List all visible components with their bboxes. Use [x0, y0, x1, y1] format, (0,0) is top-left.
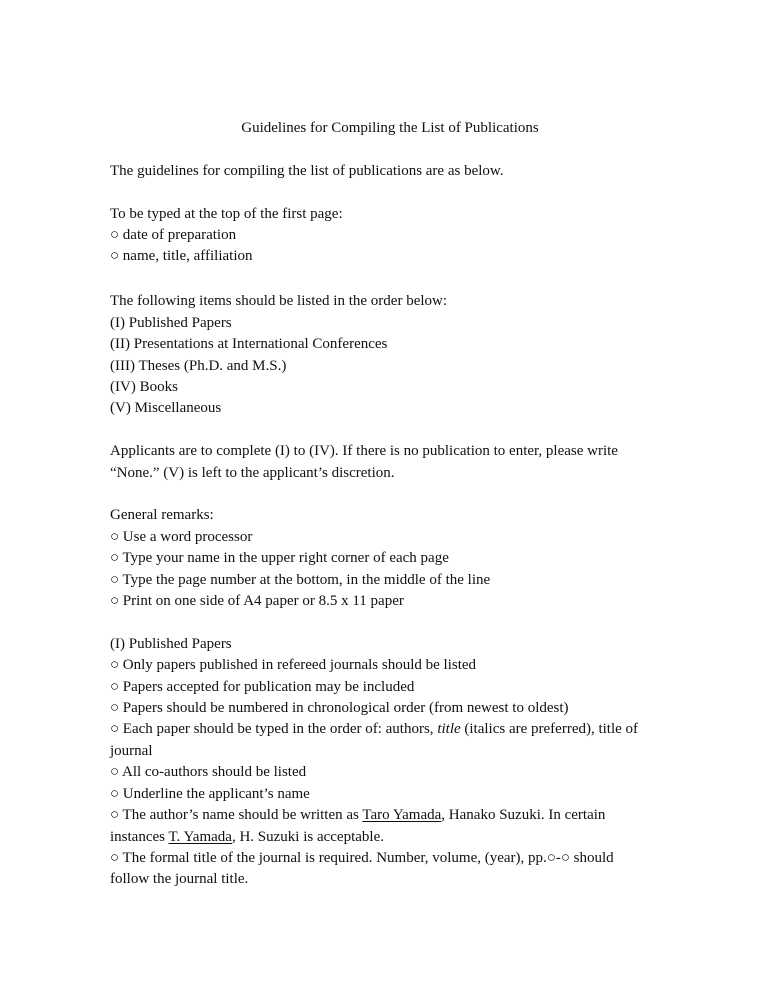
order-heading: The following items should be listed in the order below:: [110, 293, 448, 310]
list-item: ○ All co-authors should be listed: [110, 764, 307, 781]
text-segment: , Hanako Suzuki. In certain: [441, 807, 606, 824]
list-item: [110, 805, 670, 826]
top-heading: To be typed at the top of the first page:: [110, 205, 343, 222]
applicants-text: Applicants are to complete (I) to (IV). If there is no publication to enter, please write: [110, 443, 618, 460]
list-item: (III) Theses (Ph.D. and M.S.): [110, 357, 287, 374]
list-item: ○ Papers accepted for publication may be included: [110, 678, 415, 695]
list-item: (I) Published Papers: [110, 314, 232, 331]
list-item: ○ Underline the applicant’s name: [110, 785, 310, 802]
underlined-name: Taro Yamada: [362, 807, 442, 824]
general-heading: General remarks:: [110, 507, 214, 524]
italic-text: title: [437, 721, 461, 738]
list-item-continuation: follow the journal title.: [110, 871, 249, 888]
intro-text: The guidelines for compiling the list of publications are as below.: [110, 162, 504, 179]
list-item: ○ Papers should be numbered in chronological order (from newest to oldest): [110, 700, 569, 717]
list-item: ○ date of preparation: [110, 227, 237, 243]
list-item: ○ Only papers published in refereed journals should be listed: [110, 657, 477, 674]
papers-heading: (I) Published Papers: [110, 635, 232, 652]
list-item: ○ Type your name in the upper right corner of each page: [110, 550, 449, 567]
list-item: (II) Presentations at International Conferences: [110, 336, 388, 353]
document-page: [110, 118, 670, 891]
list-item: ○ Type the page number at the bottom, in the middle of the line: [110, 571, 491, 588]
list-item: ○ Print on one side of A4 paper or 8.5 x 11 paper: [110, 593, 404, 610]
text-segment: (italics are preferred), title of: [460, 721, 639, 738]
list-item: [110, 719, 670, 740]
text-segment: ○ Each paper should be typed in the order of: authors,: [110, 721, 438, 738]
list-item: ○ The formal title of the journal is required. Number, volume, (year), pp.○-○ should: [110, 849, 614, 866]
list-item: (V) Miscellaneous: [110, 400, 222, 417]
underlined-name: T. Yamada: [168, 828, 232, 845]
list-item-continuation: [110, 827, 670, 848]
applicants-text: “None.” (V) is left to the applicant’s discretion.: [110, 464, 395, 481]
text-segment: ○ The author’s name should be written as: [110, 807, 363, 824]
list-item-continuation: journal: [110, 742, 153, 759]
document-title: Guidelines for Compiling the List of Publications: [241, 120, 539, 136]
list-item: ○ name, title, affiliation: [110, 248, 253, 265]
list-item: ○ Use a word processor: [110, 528, 253, 545]
list-item: (IV) Books: [110, 379, 178, 396]
text-segment: instances: [110, 828, 169, 845]
text-segment: , H. Suzuki is acceptable.: [231, 828, 384, 845]
